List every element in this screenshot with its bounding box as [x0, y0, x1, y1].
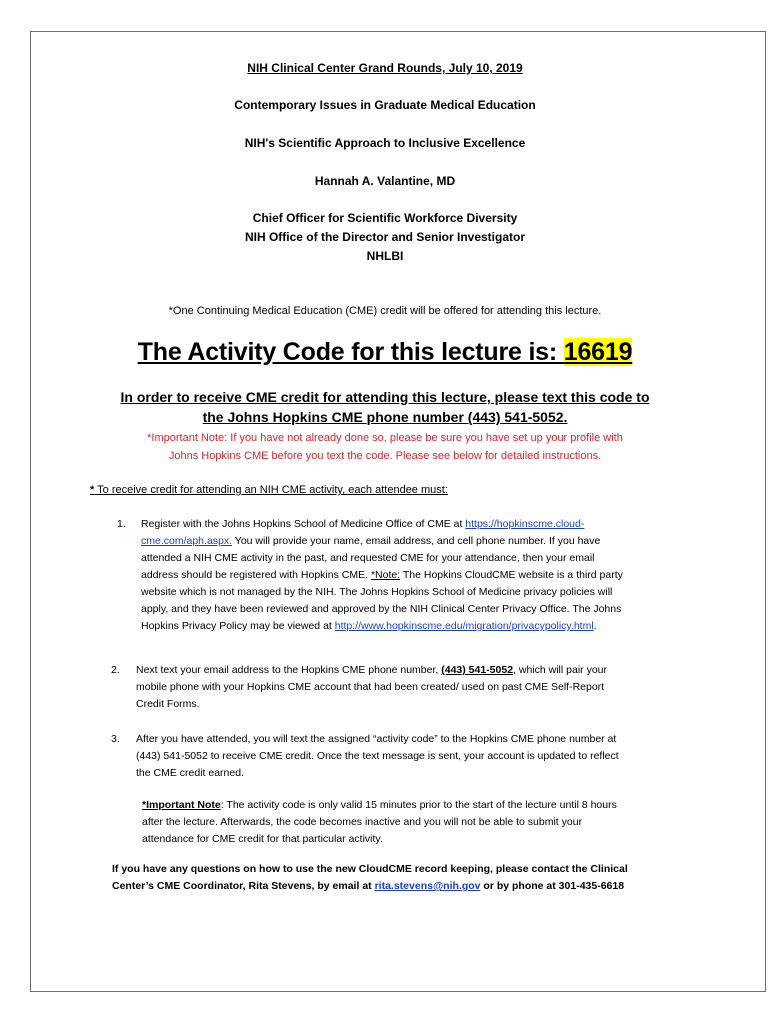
note-line	[142, 797, 712, 814]
important-note-label: *Important Note	[142, 799, 221, 811]
step-3	[136, 731, 716, 782]
step-1-line	[141, 516, 701, 533]
step-3-line: (443) 541-5052 to receive CME credit. Once the text message is sent, your account is updated to reflect	[136, 750, 619, 762]
step-2-number: 2.	[111, 664, 120, 676]
step-1-line	[141, 533, 701, 550]
contact-text: Center’s CME Coordinator, Rita Stevens, by email at	[112, 880, 375, 892]
step-1-line: attended a NIH CME activity in the past, and requested CME for your attendance, then your email	[141, 552, 595, 564]
step-3-number: 3.	[111, 733, 120, 745]
steps-intro-text: To receive credit for attending an NIH CME activity, each attendee must:	[94, 484, 448, 496]
activity-code-value: 16619	[563, 338, 633, 366]
step-1-text: Hopkins Privacy Policy may be viewed at	[141, 620, 335, 632]
step-3-line: the CME credit earned.	[136, 767, 244, 779]
step-1-line	[141, 567, 701, 584]
step-1-text: The Hopkins CloudCME website is a third party	[400, 569, 623, 581]
step-3-important-note	[142, 797, 712, 848]
note-line: attendance for CME credit for that particular activity.	[142, 833, 383, 845]
step-2	[136, 662, 706, 713]
register-link[interactable]: https://hopkinscme.cloud-	[465, 518, 585, 530]
contact-text: or by phone at 301-435-6618	[480, 880, 625, 892]
contact-line	[112, 878, 712, 895]
phone-number: (443) 541-5052	[441, 664, 514, 676]
note-text: The activity code is only valid 15 minutes prior to the start of the lecture until 8 hours	[223, 799, 617, 811]
speaker-role-3: NHLBI	[366, 249, 404, 263]
step-1	[141, 516, 701, 635]
series-title: Contemporary Issues in Graduate Medical Education	[234, 98, 536, 112]
contact-info	[112, 861, 712, 895]
step-1-text: You will provide your name, email address, and cell phone number. If you have	[232, 535, 601, 547]
instruction-line-1: In order to receive CME credit for attending this lecture, please text this code to	[120, 389, 650, 405]
steps-intro	[90, 482, 448, 499]
activity-code-heading	[30, 338, 740, 367]
cme-credit-note: *One Continuing Medical Education (CME) credit will be offered for attending this lecture.	[168, 305, 602, 317]
note-label: *Note:	[370, 569, 401, 581]
step-2-line: Credit Forms.	[136, 698, 200, 710]
step-1-number: 1.	[117, 518, 126, 530]
speaker-name: Hannah A. Valantine, MD	[314, 174, 456, 188]
register-link-cont[interactable]: cme.com/aph.aspx.	[141, 535, 233, 547]
step-1-line	[141, 618, 701, 635]
speaker-role-1: Chief Officer for Scientific Workforce Diversity	[252, 211, 518, 225]
step-2-line: mobile phone with your Hopkins CME account that had been created/ used on past CME Self-Report	[136, 681, 605, 693]
step-3-line: After you have attended, you will text the assigned “activity code” to the Hopkins CME phone number at	[136, 733, 617, 745]
email-link[interactable]: rita.stevens@nih.gov	[374, 880, 481, 892]
speaker-role-2: NIH Office of the Director and Senior Investigator	[244, 230, 526, 244]
step-1-text: address should be registered with Hopkins CME.	[141, 569, 371, 581]
privacy-policy-link[interactable]: http://www.hopkinscme.edu/migration/privacypolicy.html	[334, 620, 594, 632]
step-1-line: website which is not managed by the NIH. The Johns Hopkins School of Medicine privacy policies will	[141, 586, 613, 598]
important-note-line-1: *Important Note: If you have not already done so, please be sure you have set up your profile with	[147, 432, 623, 444]
step-1-line: apply, and they have been reviewed and approved by the NIH Clinical Center Privacy Office. The Johns	[141, 603, 622, 615]
important-note-line-2: Johns Hopkins CME before you text the code. Please see below for detailed instructions.	[168, 450, 602, 462]
step-2-text: , which will pair your	[513, 664, 607, 676]
step-1-text: Register with the Johns Hopkins School of Medicine Office of CME at	[141, 518, 466, 530]
step-2-text: Next text your email address to the Hopkins CME phone number,	[136, 664, 442, 676]
activity-code-label: The Activity Code for this lecture is:	[137, 338, 564, 366]
event-title: NIH Clinical Center Grand Rounds, July 10, 2019	[247, 61, 523, 75]
step-2-line	[136, 662, 706, 679]
step-1-text: .	[593, 620, 597, 632]
steps-intro-star: *	[90, 484, 95, 496]
instruction-line-2: the Johns Hopkins CME phone number (443) 541-5052.	[202, 409, 568, 425]
note-line: after the lecture. Afterwards, the code becomes inactive and you will not be able to submit your	[142, 816, 583, 828]
note-text: :	[220, 799, 224, 811]
talk-title: NIH's Scientific Approach to Inclusive Excellence	[244, 136, 526, 150]
contact-line: If you have any questions on how to use the new CloudCME record keeping, please contact the Clinical	[112, 863, 628, 875]
